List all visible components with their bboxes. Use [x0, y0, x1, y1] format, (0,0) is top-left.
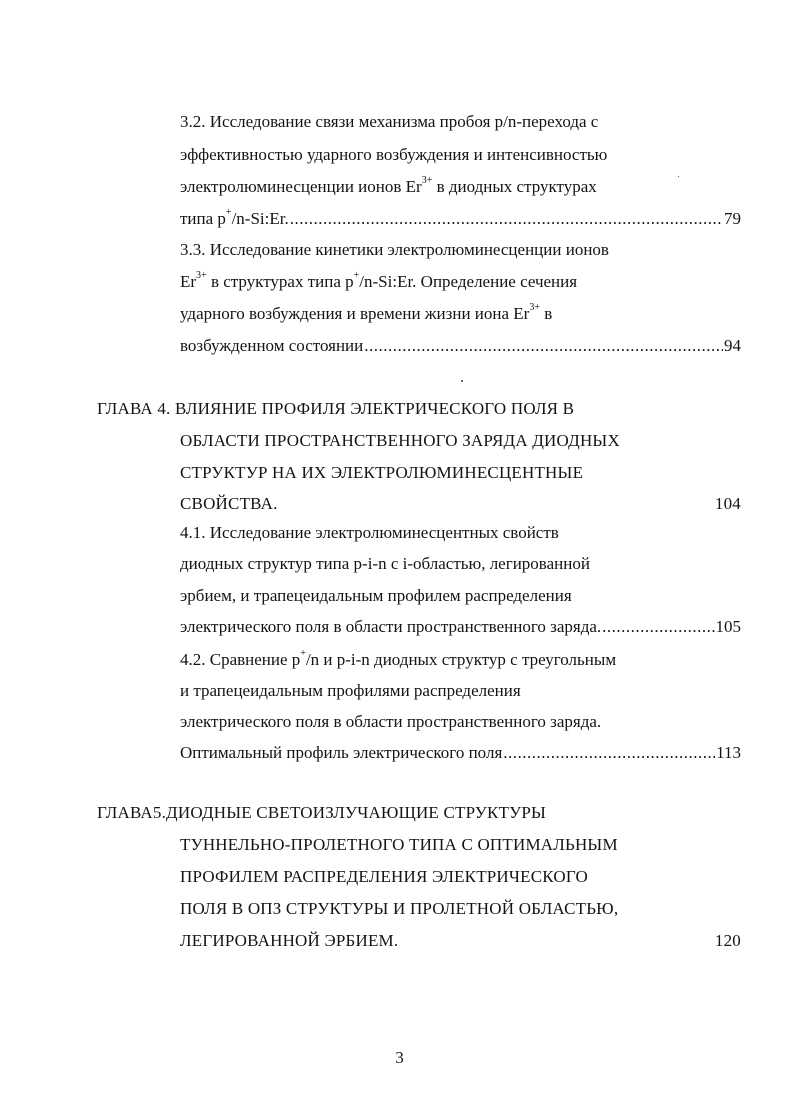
superscript: 3+ — [421, 175, 433, 187]
toc-4-1-line-1: 4.1. Исследование электролюминесцентных свойств — [180, 523, 559, 542]
chapter-4-line-2: ОБЛАСТИ ПРОСТРАНСТВЕННОГО ЗАРЯДА ДИОДНЫХ — [180, 431, 620, 450]
dot-leader — [364, 336, 723, 356]
toc-text: СВОЙСТВА. — [180, 494, 278, 513]
dot-leader — [503, 743, 715, 763]
toc-page-number: 94 — [724, 336, 741, 355]
toc-3-3-line-1: 3.3. Исследование кинетики электролюминесценции ионов — [180, 240, 609, 259]
chapter-5-line-4: ПОЛЯ В ОПЗ СТРУКТУРЫ И ПРОЛЕТНОЙ ОБЛАСТЬЮ, — [180, 899, 619, 918]
toc-text: электрического поля в области пространственного заряда. — [180, 617, 602, 636]
toc-3-3-line-3: ударного возбуждения и времени жизни иона $Er^{3+}$ в — [180, 302, 553, 323]
chapter-5-line-5[interactable] — [180, 931, 741, 953]
toc-4-1-line-2: диодных структур типа p-i-n с i-областью, легированной — [180, 554, 590, 573]
toc-4-2-line-1: 4.2. Сравнение p+/n и p-i-n диодных структур с треугольным — [180, 648, 617, 669]
toc-4-2-line-4[interactable] — [180, 743, 741, 765]
toc-4-1-line-4[interactable] — [180, 617, 741, 639]
toc-page-number: 104 — [714, 494, 741, 513]
chapter-4-line-1: ГЛАВА 4. ВЛИЯНИЕ ПРОФИЛЯ ЭЛЕКТРИЧЕСКОГО ПОЛЯ В — [97, 399, 575, 418]
scan-speck — [678, 176, 679, 177]
toc-page-number: 105 — [715, 617, 741, 636]
superscript: + — [300, 648, 306, 660]
dot-leader — [602, 617, 714, 637]
chapter-5-line-2: ТУННЕЛЬНО-ПРОЛЕТНОГО ТИПА С ОПТИМАЛЬНЫМ — [180, 835, 618, 854]
toc-text: ЛЕГИРОВАННОЙ ЭРБИЕМ. — [180, 931, 399, 950]
toc-4-1-line-3: эрбием, и трапецеидальным профилем распределения — [180, 586, 572, 605]
dot-leader — [290, 209, 723, 229]
toc-text: электролюминесценции ионов Er — [180, 177, 422, 196]
superscript: + — [225, 207, 232, 219]
page-number: 3 — [395, 1048, 404, 1067]
toc-3-2-line-1: 3.2. Исследование связи механизма пробоя p/n-перехода с — [180, 112, 599, 131]
chapter-5-line-3: ПРОФИЛЕМ РАСПРЕДЕЛЕНИЯ ЭЛЕКТРИЧЕСКОГО — [180, 867, 588, 886]
superscript: 3+ — [196, 270, 207, 282]
toc-text: Оптимальный профиль электрического поля — [180, 743, 503, 762]
toc-4-2-line-2: и трапецеидальным профилями распределения — [180, 681, 521, 700]
chapter-4-line-3: СТРУКТУР НА ИХ ЭЛЕКТРОЛЮМИНЕСЦЕНТНЫЕ — [180, 463, 584, 482]
toc-4-2-line-3: электрического поля в области пространственного заряда. — [180, 712, 602, 731]
toc-3-2-line-3 — [180, 177, 597, 199]
chapter-5-line-1: ГЛАВА5.ДИОДНЫЕ СВЕТОИЗЛУЧАЮЩИЕ СТРУКТУРЫ — [97, 803, 547, 822]
toc-3-2-line-4[interactable] — [180, 209, 741, 231]
toc-3-3-line-2: $Er^{3+}$ в структурах типа p+/n-Si:Er. Определение сечения — [180, 270, 578, 291]
toc-text: возбужденном состоянии — [180, 336, 364, 355]
superscript: + — [353, 270, 360, 282]
toc-text: в диодных структурах — [432, 177, 597, 196]
toc-page-number: 79 — [724, 209, 741, 228]
toc-text: типа p+/n-Si:Er. — [180, 207, 289, 228]
superscript: 3+ — [529, 302, 540, 314]
scan-speck — [461, 380, 463, 382]
chapter-4-line-4[interactable] — [180, 494, 741, 516]
toc-page-number: 120 — [714, 931, 741, 950]
toc-3-2-line-2: эффективностью ударного возбуждения и интенсивностью — [180, 145, 608, 164]
toc-3-3-line-4[interactable] — [180, 336, 741, 358]
toc-page-number: 113 — [716, 743, 741, 762]
